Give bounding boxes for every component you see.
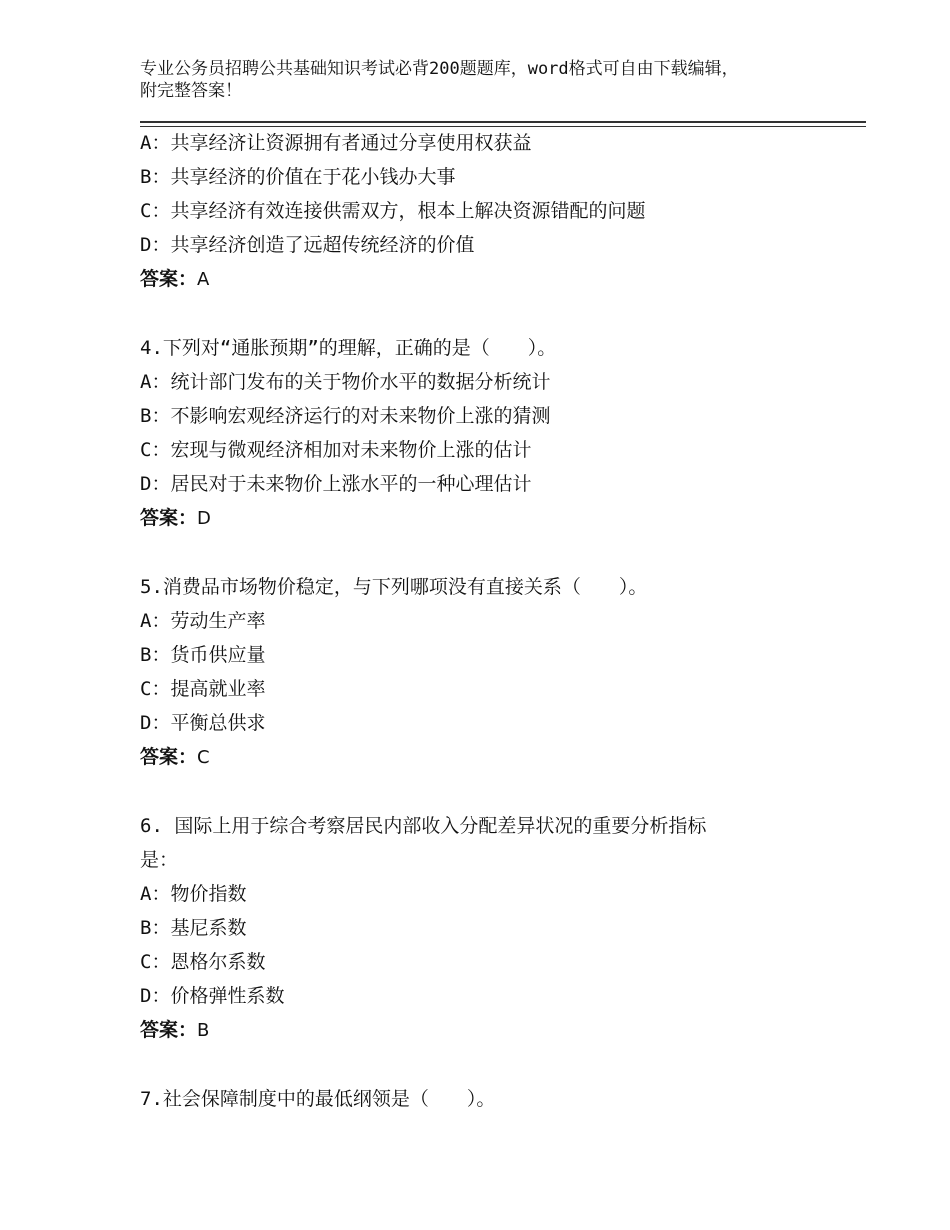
q3-option-c: C：共享经济有效连接供需双方，根本上解决资源错配的问题 — [140, 200, 646, 222]
answer-value: B — [197, 1020, 210, 1041]
q4-option-d: D：居民对于未来物价上涨水平的一种心理估计 — [140, 473, 532, 495]
answer-value: A — [197, 269, 210, 290]
q6-answer — [140, 1018, 209, 1043]
q3-option-d: D：共享经济创造了远超传统经济的价值 — [140, 234, 475, 256]
answer-label: 答案： — [140, 507, 198, 529]
q6-option-a: A：物价指数 — [140, 883, 247, 905]
answer-value: D — [197, 508, 211, 529]
q6-option-d: D：价格弹性系数 — [140, 985, 285, 1007]
q5-option-d: D：平衡总供求 — [140, 712, 266, 734]
header-rule-thin — [140, 126, 866, 127]
q4-option-b: B：不影响宏观经济运行的对未来物价上涨的猜测 — [140, 405, 551, 427]
q5-option-b: B：货币供应量 — [140, 644, 266, 666]
answer-value: C — [197, 747, 210, 768]
header-line-1: 专业公务员招聘公共基础知识考试必背200题题库，word格式可自由下载编辑， — [140, 59, 739, 79]
header-rule-thick — [140, 121, 866, 123]
q4-question: 4.下列对“通胀预期”的理解，正确的是（ ）。 — [140, 337, 557, 359]
answer-label: 答案： — [140, 1019, 198, 1041]
q6-option-b: B：基尼系数 — [140, 917, 247, 939]
q6-question-line-2: 是： — [140, 849, 179, 871]
q5-answer — [140, 745, 210, 770]
q6-question-line-1: 6. 国际上用于综合考察居民内部收入分配差异状况的重要分析指标 — [140, 815, 707, 837]
q3-option-a: A：共享经济让资源拥有者通过分享使用权获益 — [140, 132, 532, 154]
answer-label: 答案： — [140, 746, 198, 768]
answer-label: 答案： — [140, 268, 198, 290]
q7-question: 7.社会保障制度中的最低纲领是（ ）。 — [140, 1088, 496, 1110]
document-header — [140, 58, 820, 102]
header-line-2: 附完整答案！ — [140, 81, 242, 101]
q4-option-a: A：统计部门发布的关于物价水平的数据分析统计 — [140, 371, 551, 393]
q3-option-b: B：共享经济的价值在于花小钱办大事 — [140, 166, 456, 188]
q4-answer — [140, 506, 211, 531]
q4-option-c: C：宏现与微观经济相加对未来物价上涨的估计 — [140, 439, 532, 461]
q5-question: 5.消费品市场物价稳定，与下列哪项没有直接关系（ ）。 — [140, 576, 648, 598]
q6-option-c: C：恩格尔系数 — [140, 951, 266, 973]
q3-answer — [140, 267, 209, 292]
q5-option-c: C：提高就业率 — [140, 678, 266, 700]
q5-option-a: A：劳动生产率 — [140, 610, 266, 632]
